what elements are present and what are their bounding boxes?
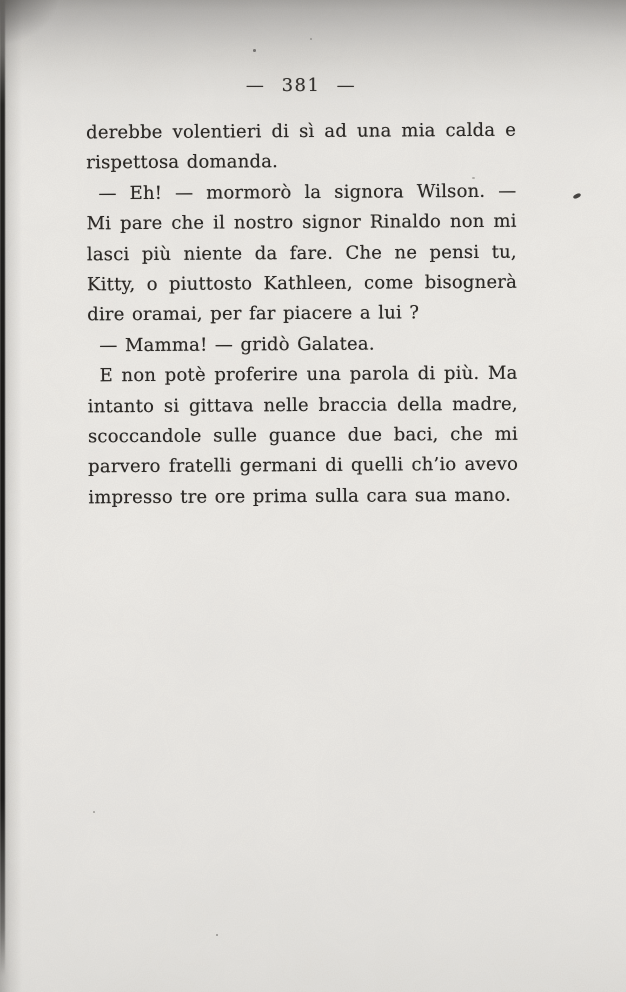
page-number: — 381 — bbox=[245, 75, 357, 96]
text-line: Kitty, o piuttosto Kathleen, come bisognerà bbox=[86, 271, 518, 296]
text-line: lasci più niente da fare. Che ne pensi tu, bbox=[86, 241, 517, 265]
ink-speck bbox=[573, 192, 582, 199]
text-body bbox=[86, 116, 518, 514]
paragraph bbox=[86, 116, 516, 179]
text-line: impresso tre ore prima sulla cara sua mano. bbox=[88, 484, 512, 508]
text-line: scoccandole sulle guance due baci, che mi bbox=[87, 423, 519, 448]
ink-speck bbox=[253, 49, 256, 52]
text-line: derebbe volentieri di sì ad una mia calda e bbox=[86, 119, 517, 144]
text-line: — Eh! — mormorò la signora Wilson. — bbox=[98, 180, 517, 205]
text-line: rispettosa domanda. bbox=[86, 151, 279, 174]
text-line: intanto si gittava nelle braccia della madre, bbox=[87, 393, 518, 417]
ink-speck bbox=[310, 38, 312, 40]
binding-shadow bbox=[0, 0, 22, 992]
text-line: Mi pare che il nostro signor Rinaldo non mi bbox=[86, 210, 517, 235]
paragraph bbox=[86, 176, 517, 331]
ink-speck bbox=[93, 811, 95, 813]
ink-speck bbox=[216, 934, 218, 936]
text-line: E non potè proferire una parola di più. Ma bbox=[99, 362, 518, 387]
paragraph bbox=[87, 328, 517, 361]
binding-edge-strip bbox=[0, 0, 5, 976]
text-line: dire oramai, per far piacere a lui ? bbox=[87, 302, 420, 326]
paragraph bbox=[87, 359, 518, 514]
text-line: — Mamma! — gridò Galatea. bbox=[99, 333, 375, 356]
text-line: parvero fratelli germani di quelli ch’io avevo bbox=[88, 453, 519, 478]
